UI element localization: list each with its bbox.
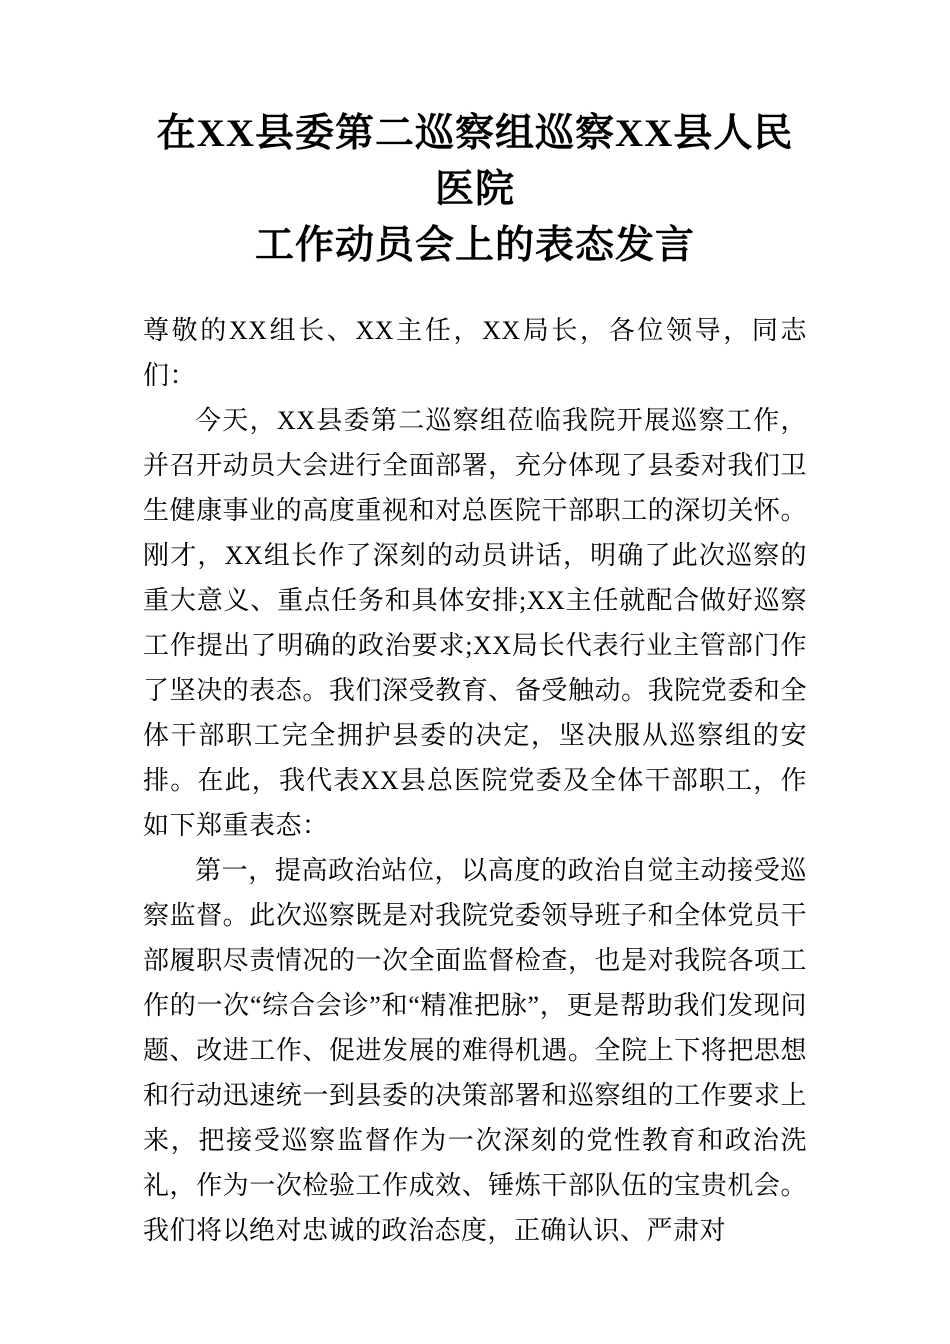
document-body (143, 308, 807, 1253)
document-title-line-1: 在XX县委第二巡察组巡察XX县人民医院 (156, 112, 794, 211)
paragraph-opening: 今天，XX县委第二巡察组莅临我院开展巡察工作，并召开动员大会进行全面部署，充分体现了县委对我们卫生健康事业的高度重视和对总医院干部职工的深切关怀。刚才，XX组长作了深刻的动员讲话，明确了此次巡察的重大意义、重点任务和具体安排;XX主任就配合做好巡察工作提出了明确的政治要求;XX局长代表行业主管部门作了坚决的表态。我们深受教育、备受触动。我院党委和全体干部职工完全拥护县委的决定，坚决服从巡察组的安排。在此，我代表XX县总医院党委及全体干部职工，作如下郑重表态： (143, 406, 807, 840)
document-title-line-2: 工作动员会上的表态发言 (254, 224, 695, 267)
document-title (143, 106, 807, 274)
paragraph-salutation: 尊敬的XX组长、XX主任，XX局长，各位领导，同志们： (143, 316, 807, 390)
paragraph-point-one: 第一，提高政治站位，以高度的政治自觉主动接受巡察监督。此次巡察既是对我院党委领导班子和全体党员干部履职尽责情况的一次全面监督检查，也是对我院各项工作的一次“综合会诊”和“精准把脉”，更是帮助我们发现问题、改进工作、促进发展的难得机遇。全院上下将把思想和行动迅速统一到县委的决策部署和巡察组的工作要求上来，把接受巡察监督作为一次深刻的党性教育和政治洗礼，作为一次检验工作成效、锤炼干部队伍的宝贵机会。我们将以绝对忠诚的政治态度，正确认识、严肃对 (143, 856, 807, 1245)
